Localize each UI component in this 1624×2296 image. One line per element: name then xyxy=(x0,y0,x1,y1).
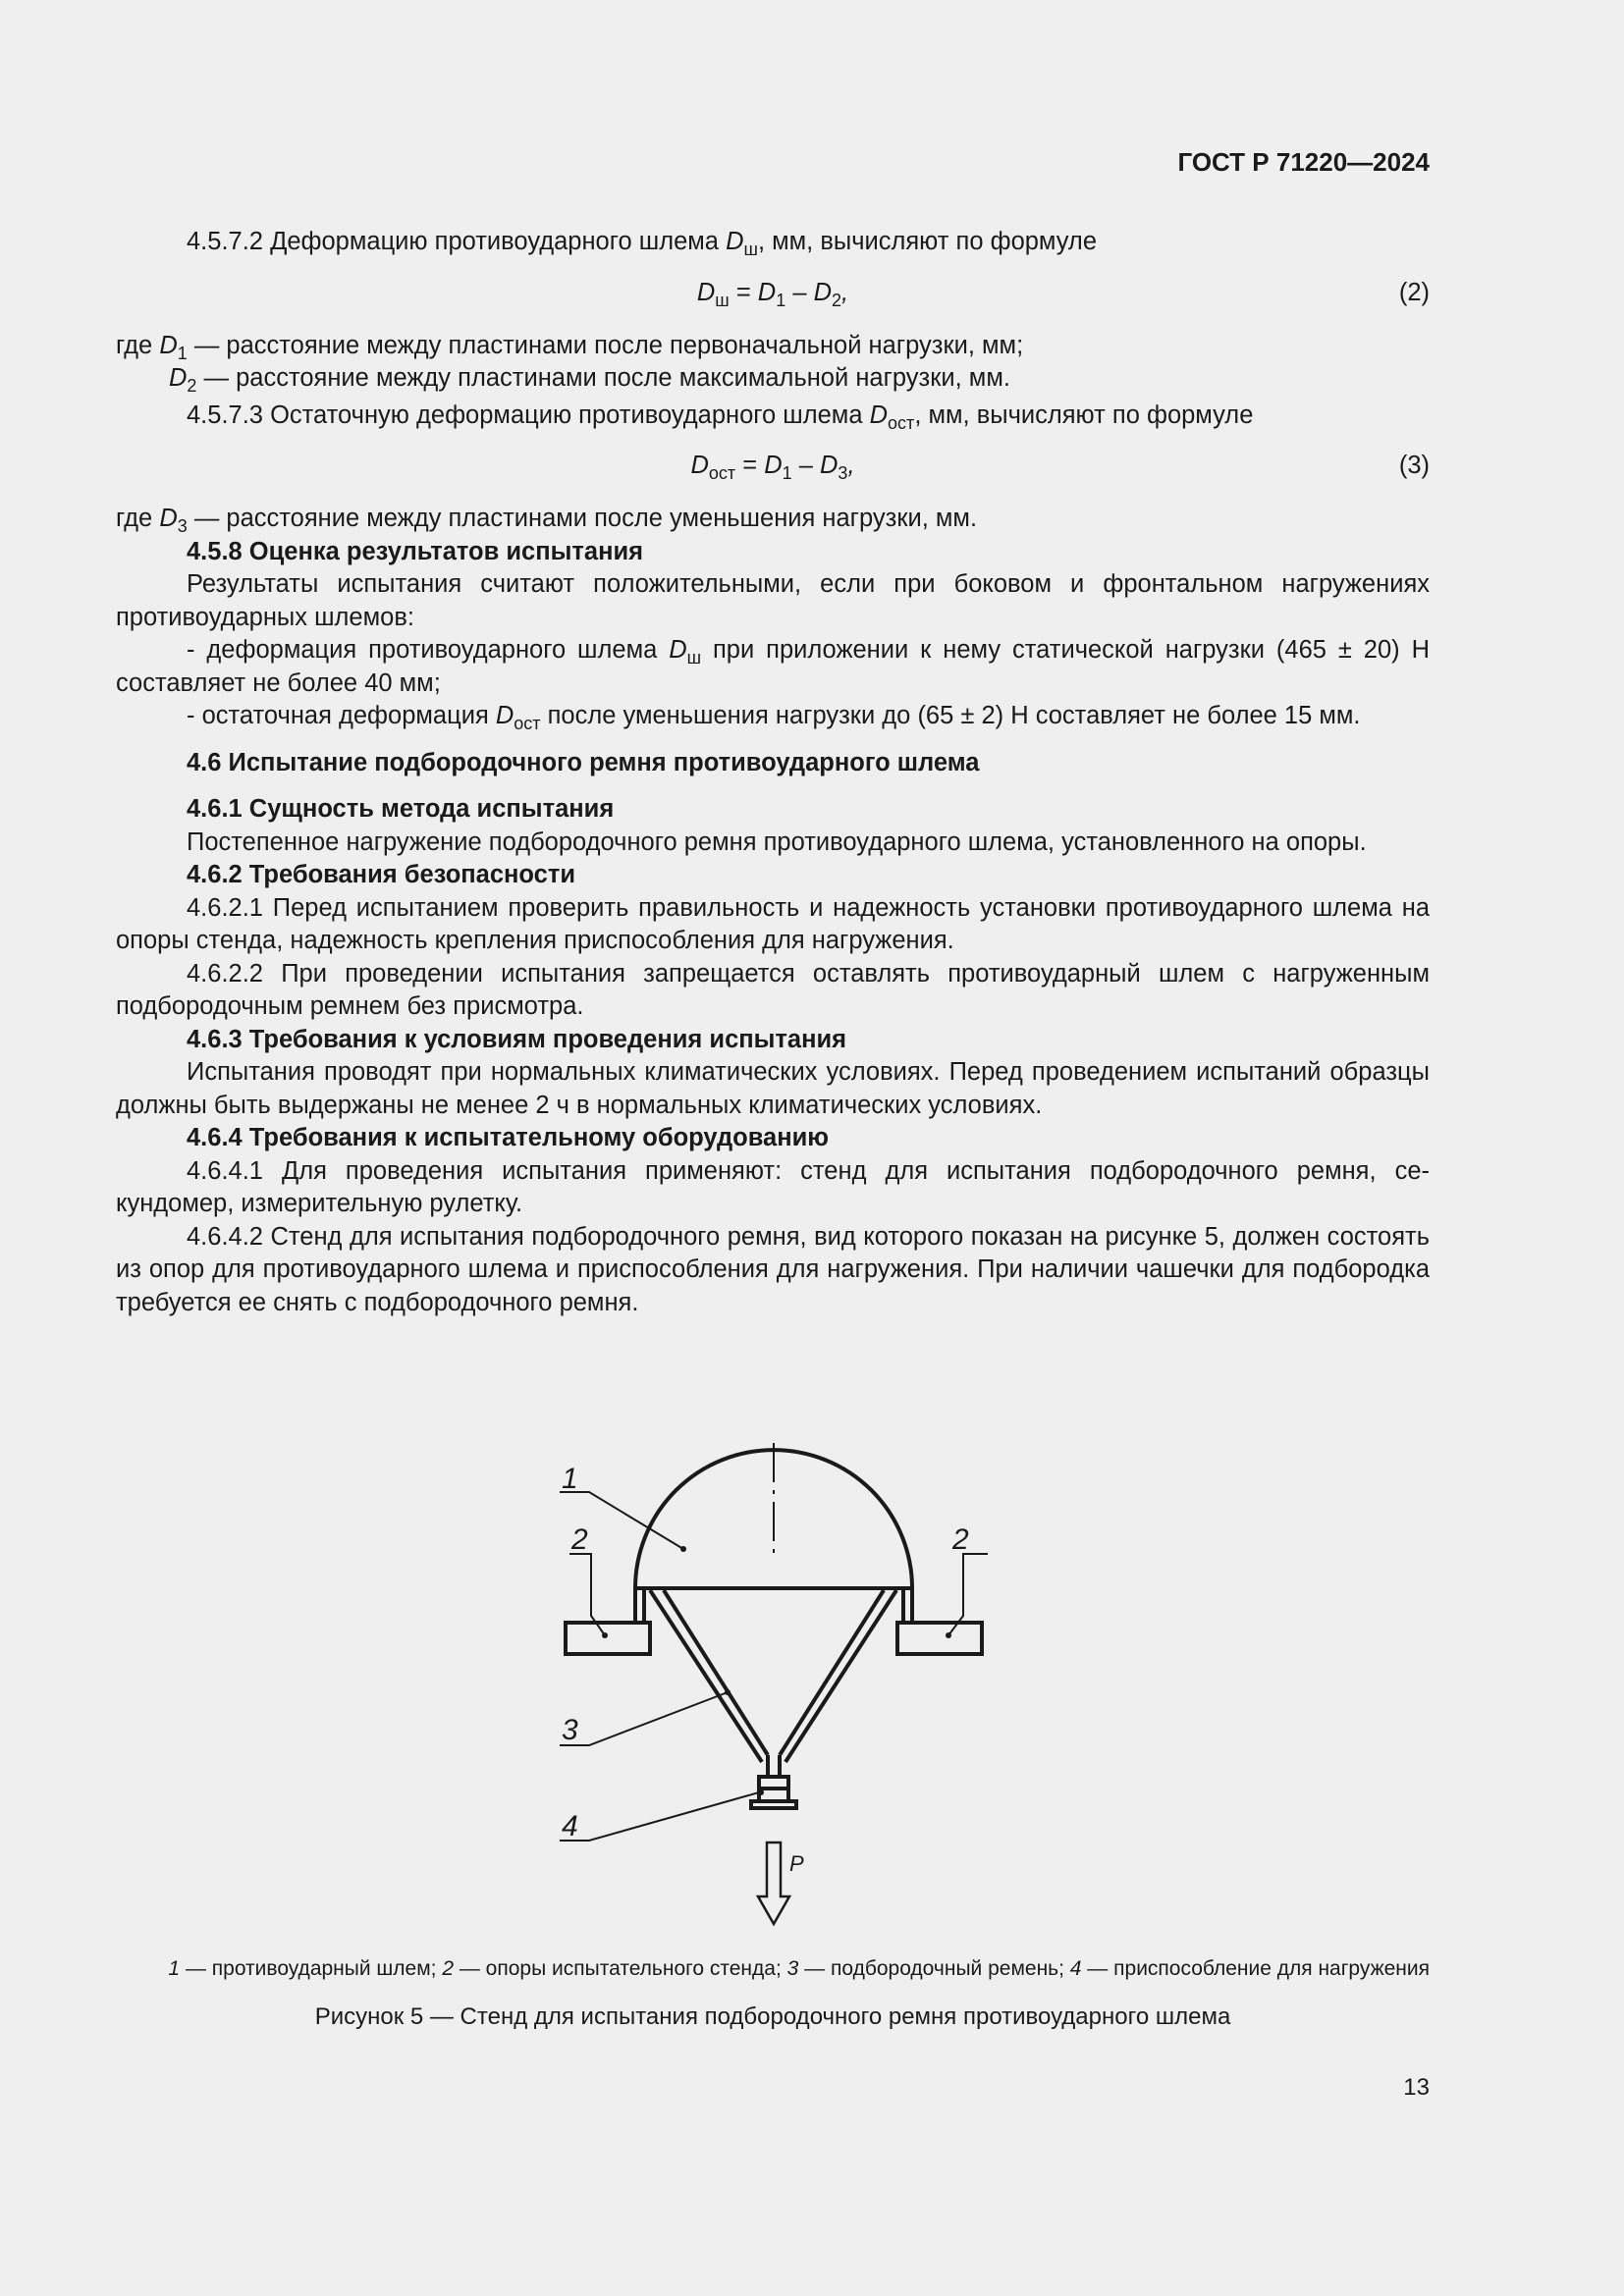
chin-strap-left-inner xyxy=(664,1590,768,1755)
formula-3: $D_{ост} = D_1 - D_3$, (3) xyxy=(690,452,1430,483)
paragraph-4-5-8: Результаты испытания считают положительными, если при боковом и фронтальном нагружениях противоударных шлемов: xyxy=(116,570,1430,631)
label-force-p: P xyxy=(789,1851,804,1876)
label-3: 3 xyxy=(562,1714,578,1746)
chin-strap-right-outer xyxy=(785,1590,896,1762)
heading-4-5-8: 4.5.8 Оценка результатов испытания xyxy=(187,537,644,565)
document-body xyxy=(116,226,1430,1319)
paragraph-4-5-7-2: 4.5.7.2 Деформацию противоударного шлема $D_ш$, мм, вычисляют по формуле xyxy=(187,228,1097,259)
where-d3: где $D_3$ — расстояние между пластинами после уменьшения нагрузки, мм. xyxy=(116,505,978,536)
paragraph-4-6-2-2: 4.6.2.2 При проведении испытания запрещается оставлять противоударный шлем с нагруженным подбородочным ремнем без присмотра. xyxy=(116,959,1430,1020)
label-1: 1 xyxy=(562,1463,578,1495)
where-d1: где $D_1$ — расстояние между пластинами после первоначальной нагрузки, мм; xyxy=(116,331,1024,363)
force-arrow xyxy=(758,1842,789,1924)
formula-2: $D_ш = D_1 - D_2$, (2) xyxy=(696,278,1430,310)
chin-strap-right-inner xyxy=(780,1590,884,1755)
paragraph-4-5-7-3: 4.5.7.3 Остаточную деформацию противоударного шлема $D_{ост}$, мм, вычисляют по формуле xyxy=(187,400,1254,433)
heading-4-6-3: 4.6.3 Требования к условиям проведения испытания xyxy=(187,1025,847,1053)
formula-number-2: (2) xyxy=(1398,278,1430,306)
label-2-left: 2 xyxy=(571,1523,588,1556)
paragraph-4-6-4-2: 4.6.4.2 Стенд для испытания подбородочного ремня, вид которого показан на рисунке 5, должен состоять из опор для противоударного шлема и приспособления для нагружения. При наличии чашечки для подбородка требуется ее снять с подбородочного ремня. xyxy=(116,1222,1430,1316)
formula-number-3: (3) xyxy=(1398,452,1430,479)
paragraph-4-6-3: Испытания проводят при нормальных климатических условиях. Перед проведением испытаний образцы должны быть выдержаны не менее 2 ч в нормальных климатических условиях. xyxy=(116,1058,1430,1119)
support-left xyxy=(566,1623,650,1654)
figure-legend: 1 — противоударный шлем; 2 — опоры испытательного стенда; 3 — подбородочный ремень; 4 — приспособление для нагружения xyxy=(168,1957,1430,1980)
figure-caption: Рисунок 5 — Стенд для испытания подбородочного ремня противоударного шлема xyxy=(314,2003,1231,2030)
heading-4-6: 4.6 Испытание подбородочного ремня противоударного шлема xyxy=(187,748,980,776)
heading-4-6-1: 4.6.1 Сущность метода испытания xyxy=(187,795,615,823)
standard-header: ГОСТ Р 71220—2024 xyxy=(1177,147,1430,177)
where-d2: $D_2$ — расстояние между пластинами после максимальной нагрузки, мм. xyxy=(169,364,1010,396)
list-item-residual-deformation: - остаточная деформация $D_{ост}$ после уменьшения нагрузки до (65 ± 2) Н составляет не более 15 мм. xyxy=(187,702,1361,733)
paragraph-4-6-4-1: 4.6.4.1 Для проведения испытания применяют: стенд для испытания подбородочного ремня, се-кундомер, измерительную рулетку. xyxy=(116,1156,1430,1217)
paragraph-4-6-1: Постепенное нагружение подбородочного ремня противоударного шлема, установленного на опоры. xyxy=(187,828,1367,856)
support-right xyxy=(897,1623,982,1654)
chin-strap-left-outer xyxy=(650,1590,762,1762)
label-4: 4 xyxy=(562,1810,578,1842)
list-item-deformation: - деформация противоударного шлема $D_ш$ при приложении к нему статической нагрузки (465 ± 20) Н составляет не более 40 мм; xyxy=(116,636,1430,697)
paragraph-4-6-2-1: 4.6.2.1 Перед испытанием проверить правильность и надежность установки противоударного шлема на опоры стенда, надежность крепления приспособления для нагружения. xyxy=(116,893,1430,954)
figure-5-test-stand xyxy=(550,1443,1001,1934)
heading-4-6-4: 4.6.4 Требования к испытательному оборудованию xyxy=(187,1124,830,1151)
heading-4-6-2: 4.6.2 Требования безопасности xyxy=(187,861,576,888)
label-2-right: 2 xyxy=(952,1523,969,1556)
page-number: 13 xyxy=(1403,2074,1430,2101)
